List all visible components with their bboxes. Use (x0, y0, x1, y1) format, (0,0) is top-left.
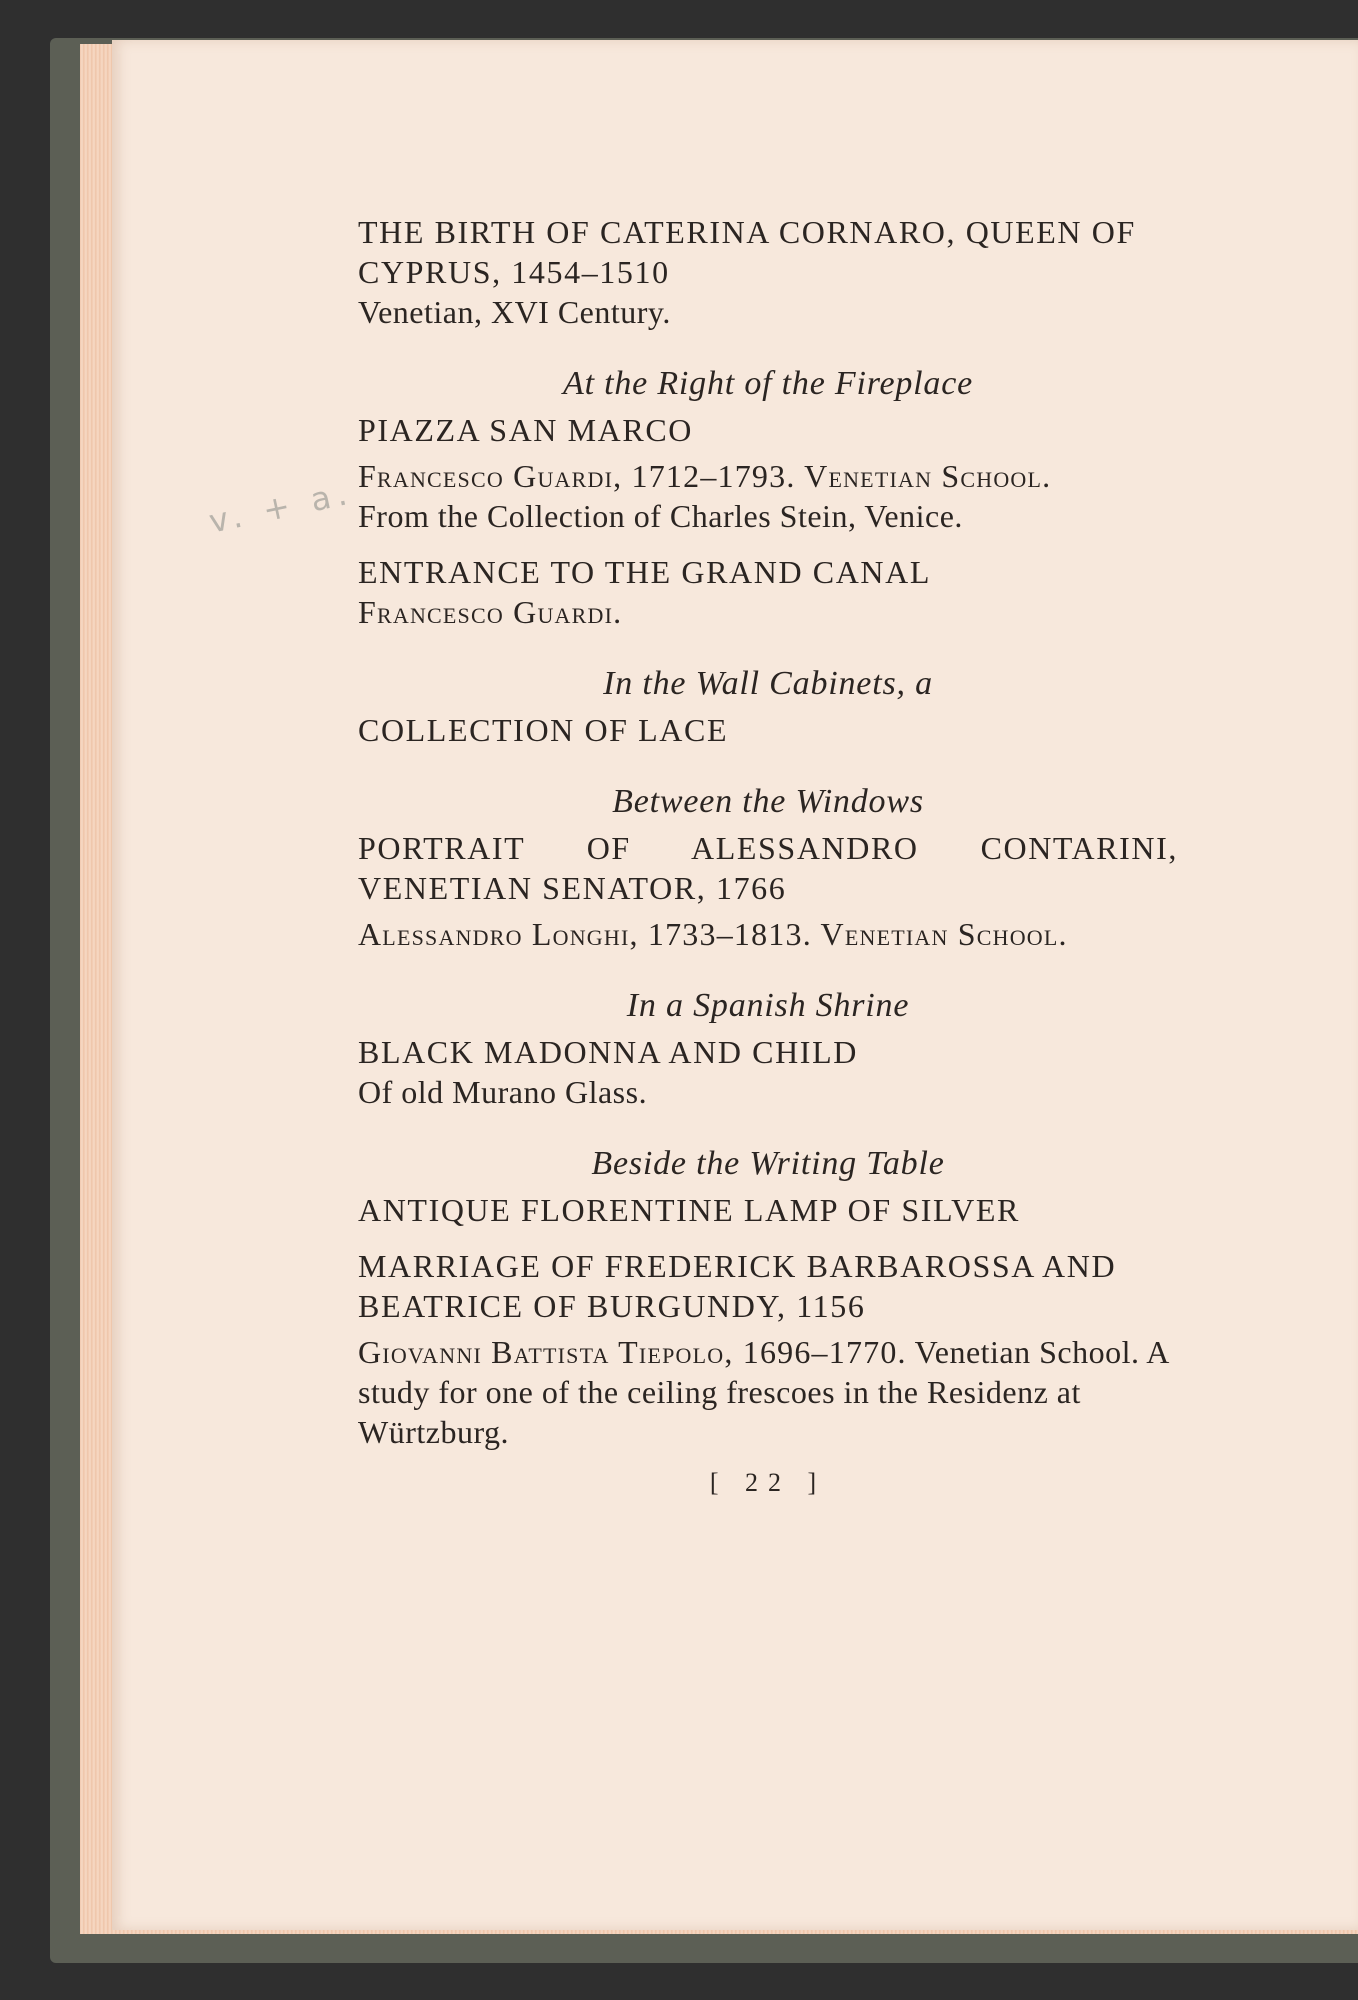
entry-desc-caterina: Venetian, XVI Century. (358, 294, 671, 330)
page-number: [ 22 ] (709, 1468, 827, 1497)
entry-title-piazza: PIAZZA SAN MARCO (358, 412, 693, 448)
entry-note-marriage: Venetian School. A study for one of the ceiling frescoes in the Residenz at Würtzburg. (358, 1334, 1169, 1450)
entry-title-canal: ENTRANCE TO THE GRAND CANAL (358, 554, 931, 590)
section-heading-fireplace: At the Right of the Fireplace (563, 365, 973, 402)
entry-artist-canal: Francesco Guardi. (358, 594, 623, 630)
entry-title-lace: COLLECTION OF LACE (358, 712, 729, 748)
entry-artist-marriage: Giovanni Battista Tiepolo, 1696–1770. (358, 1334, 907, 1370)
section-heading-cabinets: In the Wall Cabinets, a (603, 665, 933, 702)
page-content (358, 212, 1178, 1498)
section-heading-table: Beside the Writing Table (591, 1145, 945, 1182)
entry-title-caterina: THE BIRTH OF CATERINA CORNARO, QUEEN OF CYPRUS, 1454–1510 (358, 214, 1136, 290)
section-heading-windows: Between the Windows (612, 783, 924, 820)
entry-artist-piazza: Francesco Guardi, 1712–1793. Venetian School. (358, 458, 1052, 494)
entry-desc-marriage (358, 1332, 1178, 1452)
entry-artist-portrait: Alessandro Longhi, 1733–1813. Venetian School. (358, 916, 1068, 952)
entry-title-madonna: BLACK MADONNA AND CHILD (358, 1034, 858, 1070)
section-heading-shrine: In a Spanish Shrine (626, 987, 910, 1024)
entry-desc-madonna: Of old Murano Glass. (358, 1074, 648, 1110)
entry-title-portrait: PORTRAIT OF ALESSANDRO CONTARINI, VENETIAN SENATOR, 1766 (358, 830, 1178, 906)
entry-title-marriage: MARRIAGE OF FREDERICK BARBAROSSA AND BEATRICE OF BURGUNDY, 1156 (358, 1248, 1117, 1324)
pencil-annotation: v. + a. (205, 473, 356, 541)
entry-title-lamp: ANTIQUE FLORENTINE LAMP OF SILVER (358, 1192, 1020, 1228)
entry-desc-piazza: From the Collection of Charles Stein, Venice. (358, 498, 963, 534)
